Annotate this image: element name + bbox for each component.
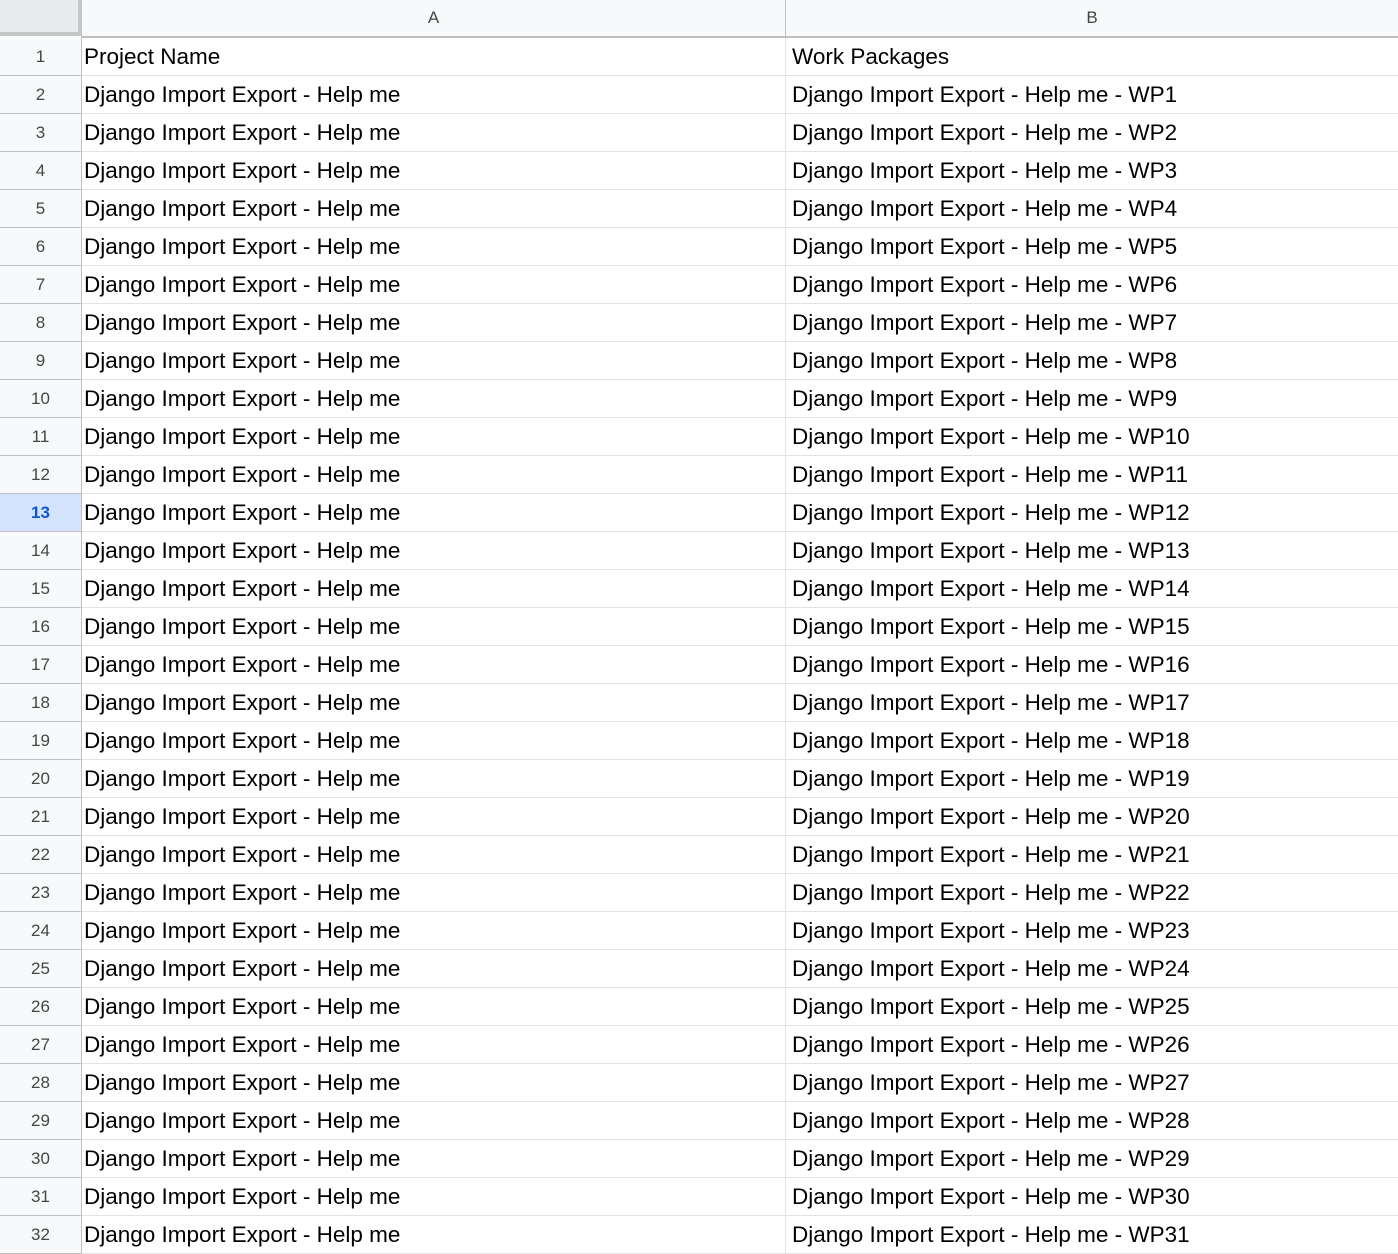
cell-b[interactable]: Django Import Export - Help me - WP30 [792,1183,1190,1209]
cell-a[interactable]: Django Import Export - Help me [82,798,786,835]
row-header[interactable]: 23 [0,874,82,912]
cell-a[interactable]: Django Import Export - Help me [82,836,786,873]
table-row [0,950,1398,988]
table-row [0,380,1398,418]
table-row [0,798,1398,836]
row-header[interactable]: 12 [0,456,82,494]
cell-a[interactable]: Django Import Export - Help me [82,1102,786,1139]
cell-b[interactable]: Django Import Export - Help me - WP26 [792,1031,1190,1057]
cell-a[interactable]: Django Import Export - Help me [82,1140,786,1177]
row-header[interactable]: 27 [0,1026,82,1064]
table-row [0,228,1398,266]
table-row [0,304,1398,342]
cell-b[interactable]: Django Import Export - Help me - WP5 [792,233,1178,259]
table-row [0,114,1398,152]
cell-a[interactable]: Django Import Export - Help me [82,190,786,227]
table-row [0,190,1398,228]
table-row [0,76,1398,114]
cell-b[interactable]: Django Import Export - Help me - WP14 [792,575,1190,601]
table-row [0,342,1398,380]
row-header[interactable]: 5 [0,190,82,228]
cell-a[interactable]: Django Import Export - Help me [82,988,786,1025]
cell-b[interactable]: Django Import Export - Help me - WP6 [792,271,1178,297]
column-header-a[interactable]: A [82,0,786,36]
row-header[interactable]: 13 [0,494,82,532]
row-header[interactable]: 1 [0,38,82,76]
table-row [0,1064,1398,1102]
cell-b[interactable]: Django Import Export - Help me - WP16 [792,651,1190,677]
cell-a[interactable]: Django Import Export - Help me [82,380,786,417]
row-header[interactable]: 22 [0,836,82,874]
row-header[interactable]: 14 [0,532,82,570]
cell-b[interactable]: Django Import Export - Help me - WP2 [792,119,1178,145]
row-header[interactable]: 17 [0,646,82,684]
cell-a[interactable]: Django Import Export - Help me [82,760,786,797]
row-header[interactable]: 31 [0,1178,82,1216]
cell-b[interactable]: Django Import Export - Help me - WP4 [792,195,1178,221]
cell-b[interactable]: Django Import Export - Help me - WP24 [792,955,1190,981]
row-header[interactable]: 18 [0,684,82,722]
cell-a[interactable]: Django Import Export - Help me [82,570,786,607]
cell-b[interactable]: Django Import Export - Help me - WP3 [792,157,1178,183]
cell-b[interactable]: Django Import Export - Help me - WP13 [792,537,1190,563]
cell-a[interactable]: Django Import Export - Help me [82,114,786,151]
cell-b[interactable]: Django Import Export - Help me - WP9 [792,385,1178,411]
cell-a[interactable]: Django Import Export - Help me [82,1064,786,1101]
row-header[interactable]: 24 [0,912,82,950]
cell-b[interactable]: Django Import Export - Help me - WP25 [792,993,1190,1019]
row-header[interactable]: 2 [0,76,82,114]
table-row [0,722,1398,760]
row-header[interactable]: 26 [0,988,82,1026]
row-header[interactable]: 29 [0,1102,82,1140]
table-row [0,874,1398,912]
cell-b[interactable]: Django Import Export - Help me - WP11 [792,461,1188,487]
table-row [0,684,1398,722]
table-row [0,456,1398,494]
row-header[interactable]: 32 [0,1216,82,1254]
cell-b[interactable]: Django Import Export - Help me - WP8 [792,347,1178,373]
cell-a[interactable]: Django Import Export - Help me [82,494,786,531]
cell-a[interactable]: Django Import Export - Help me [82,1216,786,1253]
cell-a[interactable]: Django Import Export - Help me [82,722,786,759]
table-row [0,38,1398,76]
cell-a[interactable]: Django Import Export - Help me [82,1178,786,1215]
cell-b[interactable]: Django Import Export - Help me - WP28 [792,1107,1190,1133]
table-row [0,836,1398,874]
row-header[interactable]: 8 [0,304,82,342]
cell-b[interactable]: Django Import Export - Help me - WP23 [792,917,1190,943]
cell-a[interactable]: Project Name [82,38,786,75]
table-row [0,1026,1398,1064]
cell-a[interactable]: Django Import Export - Help me [82,874,786,911]
table-row [0,532,1398,570]
table-row [0,1178,1398,1216]
cell-a[interactable]: Django Import Export - Help me [82,304,786,341]
table-row [0,570,1398,608]
select-all-corner[interactable] [0,0,82,38]
cell-b[interactable]: Work Packages [792,43,950,69]
row-header[interactable]: 25 [0,950,82,988]
row-header[interactable]: 28 [0,1064,82,1102]
table-row [0,608,1398,646]
cell-a[interactable]: Django Import Export - Help me [82,76,786,113]
table-row [0,1140,1398,1178]
cell-a[interactable]: Django Import Export - Help me [82,684,786,721]
row-header[interactable]: 15 [0,570,82,608]
cell-a[interactable]: Django Import Export - Help me [82,912,786,949]
cell-b[interactable]: Django Import Export - Help me - WP12 [792,499,1190,525]
cell-a[interactable]: Django Import Export - Help me [82,950,786,987]
cell-a[interactable]: Django Import Export - Help me [82,152,786,189]
cell-b[interactable]: Django Import Export - Help me - WP17 [792,689,1190,715]
cell-b[interactable]: Django Import Export - Help me - WP10 [792,423,1190,449]
table-row [0,1216,1398,1254]
cell-b[interactable]: Django Import Export - Help me - WP15 [792,613,1190,639]
row-header[interactable]: 10 [0,380,82,418]
cell-b[interactable]: Django Import Export - Help me - WP20 [792,803,1190,829]
table-row [0,912,1398,950]
column-header-b[interactable]: B [1086,8,1098,27]
table-row [0,152,1398,190]
table-row [0,1102,1398,1140]
cell-b[interactable]: Django Import Export - Help me - WP18 [792,727,1190,753]
cell-a[interactable]: Django Import Export - Help me [82,532,786,569]
table-row [0,418,1398,456]
row-header[interactable]: 9 [0,342,82,380]
row-header[interactable]: 4 [0,152,82,190]
grid-body [0,38,1398,1254]
cell-a[interactable]: Django Import Export - Help me [82,646,786,683]
cell-b[interactable]: Django Import Export - Help me - WP27 [792,1069,1190,1095]
cell-b[interactable]: Django Import Export - Help me - WP7 [792,309,1178,335]
row-header[interactable]: 7 [0,266,82,304]
table-row [0,494,1398,532]
table-row [0,760,1398,798]
cell-b[interactable]: Django Import Export - Help me - WP22 [792,879,1190,905]
cell-b[interactable]: Django Import Export - Help me - WP19 [792,765,1190,791]
table-row [0,646,1398,684]
cell-b[interactable]: Django Import Export - Help me - WP21 [792,841,1190,867]
cell-a[interactable]: Django Import Export - Help me [82,342,786,379]
table-row [0,266,1398,304]
row-header[interactable]: 30 [0,1140,82,1178]
cell-b[interactable]: Django Import Export - Help me - WP31 [792,1221,1190,1247]
cell-a[interactable]: Django Import Export - Help me [82,266,786,303]
cell-a[interactable]: Django Import Export - Help me [82,228,786,265]
cell-b[interactable]: Django Import Export - Help me - WP29 [792,1145,1190,1171]
row-header[interactable]: 11 [0,418,82,456]
table-row [0,988,1398,1026]
row-header[interactable]: 16 [0,608,82,646]
column-header-row [0,0,1398,38]
cell-a[interactable]: Django Import Export - Help me [82,456,786,493]
row-header[interactable]: 19 [0,722,82,760]
cell-a[interactable]: Django Import Export - Help me [82,1026,786,1063]
row-header[interactable]: 6 [0,228,82,266]
row-header[interactable]: 20 [0,760,82,798]
cell-b[interactable]: Django Import Export - Help me - WP1 [792,81,1178,107]
cell-a[interactable]: Django Import Export - Help me [82,418,786,455]
row-header[interactable]: 21 [0,798,82,836]
row-header[interactable]: 3 [0,114,82,152]
cell-a[interactable]: Django Import Export - Help me [82,608,786,645]
